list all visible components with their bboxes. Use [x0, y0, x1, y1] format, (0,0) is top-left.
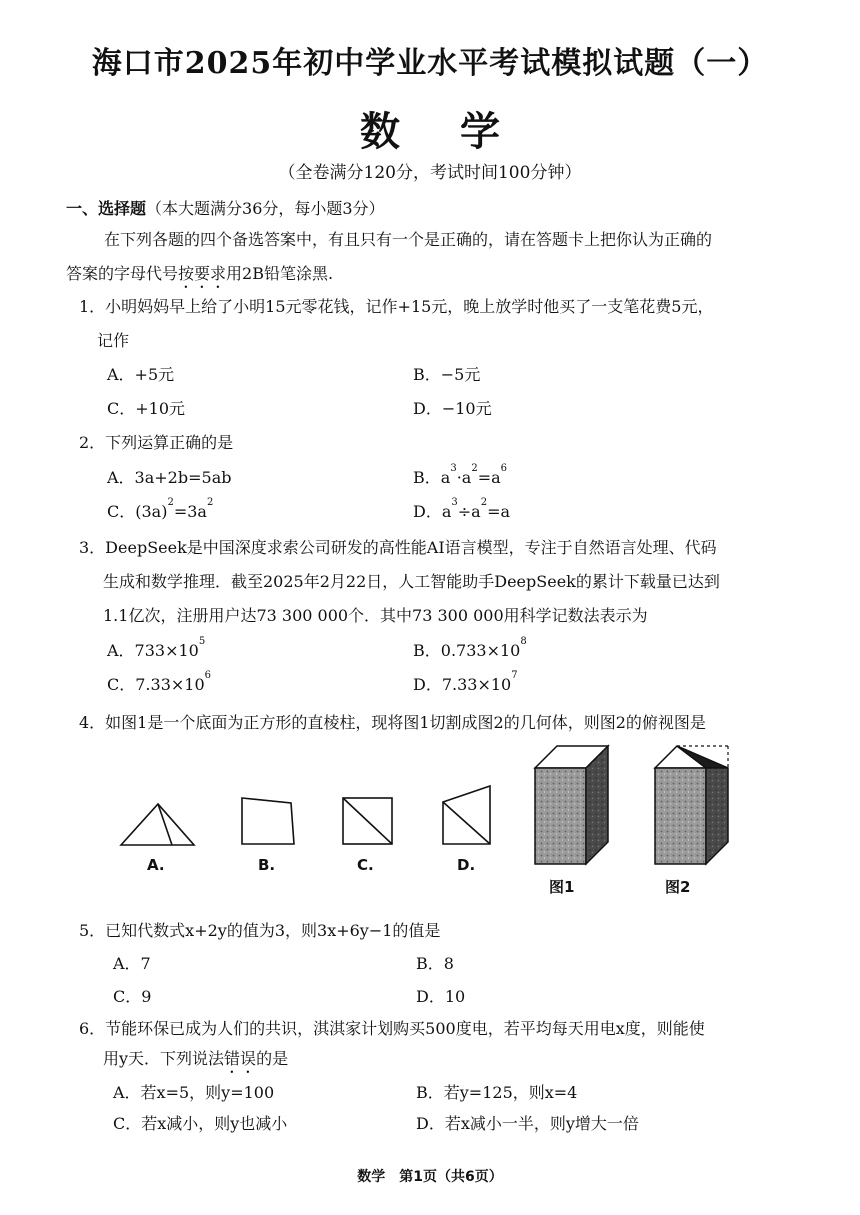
q2-option-b: B．$a^3\cdot a^2=a^6$ — [413, 463, 508, 487]
section-heading: 一、选择题（本大题满分36分，每小题3分） — [66, 199, 385, 218]
subject-title: 数学 — [360, 108, 560, 155]
figure-1-caption: 图1 — [549, 878, 575, 896]
instruction-line-2: 答案的字母代号按要求用2B铅笔涂黑. — [66, 264, 334, 283]
exam-title: 海口市2025年初中学业水平考试模拟试题（一） — [91, 46, 769, 81]
q1-stem-line-1: 1．小明妈妈早上给了小明15元零花钱，记作+15元，晚上放学时他买了一支笔花费5元， — [79, 297, 714, 316]
q3-line-1: 3．DeepSeek是中国深度求索公司研发的高性能AI语言模型，专注于自然语言处理、代码 — [79, 538, 717, 557]
q3-option-d: D．$7.33\times 10^7$ — [413, 670, 518, 694]
q2-option-a: A．3a+2b=5ab — [107, 468, 232, 487]
instruction-line-1: 在下列各题的四个备选答案中，有且只有一个是正确的，请在答题卡上把你认为正确的 — [104, 230, 713, 249]
q1-option-b: B．−5元 — [413, 365, 481, 384]
q4-option-d-figure — [438, 782, 496, 850]
q6-option-d: D．若x减小一半，则y增大一倍 — [416, 1114, 639, 1133]
q3-option-a: A．$733\times 10^5$ — [107, 636, 206, 660]
q6-option-b: B．若y=125，则x=4 — [416, 1083, 578, 1102]
q3-option-b: B．$0.733\times 10^8$ — [413, 636, 527, 660]
q4-stem: 4．如图1是一个底面为正方形的直棱柱，现将图1切割成图2的几何体，则图2的俯视图是 — [79, 713, 706, 732]
q3-line-2: 生成和数学推理．截至2025年2月22日，人工智能助手DeepSeek的累计下载量已达到 — [103, 572, 720, 591]
q5-option-c: C．9 — [113, 987, 152, 1006]
q6-option-a: A．若x=5，则y=100 — [113, 1083, 275, 1102]
q6-option-c: C．若x减小，则y也减小 — [113, 1114, 288, 1133]
page-footer: 数学 第1页（共6页） — [357, 1169, 503, 1185]
exam-note: （全卷满分120分，考试时间100分钟） — [278, 163, 582, 183]
q1-option-c: C．+10元 — [107, 399, 186, 418]
q4-label-b: B. — [258, 856, 276, 874]
q3-line-3: 1.1亿次，注册用户达73 300 000个．其中73 300 000用科学记数法表示为 — [103, 606, 648, 625]
q5-option-b: B．8 — [416, 954, 454, 973]
q6-line-2: 用y天．下列说法错误的是 — [103, 1049, 289, 1068]
q4-option-a-figure — [118, 800, 198, 850]
prism-figure-2 — [648, 740, 734, 868]
q4-option-c-figure — [338, 793, 398, 849]
q6-line-1: 6．节能环保已成为人们的共识，淇淇家计划购买500度电，若平均每天用电x度，则能使 — [79, 1019, 705, 1038]
q2-option-c: C．$(3a)^2=3a^2$ — [107, 497, 214, 521]
q4-label-a: A. — [147, 856, 165, 874]
figure-2-caption: 图2 — [665, 878, 691, 896]
prism-figure-1 — [528, 740, 614, 868]
q5-stem: 5．已知代数式x+2y的值为3，则3x+6y−1的值是 — [79, 921, 441, 940]
q5-option-a: A．7 — [113, 954, 151, 973]
q4-option-b-figure — [238, 793, 300, 849]
q2-option-d: D．$a^3\div a^2=a$ — [413, 497, 511, 521]
q1-option-a: A．+5元 — [107, 365, 175, 384]
q5-option-d: D．10 — [416, 987, 466, 1006]
q3-option-c: C．$7.33\times 10^6$ — [107, 670, 212, 694]
q1-stem-line-2: 记作 — [97, 331, 130, 350]
q1-option-d: D．−10元 — [413, 399, 492, 418]
q2-stem: 2．下列运算正确的是 — [79, 433, 234, 452]
q4-label-d: D. — [457, 856, 476, 874]
q4-label-c: C. — [357, 856, 374, 874]
